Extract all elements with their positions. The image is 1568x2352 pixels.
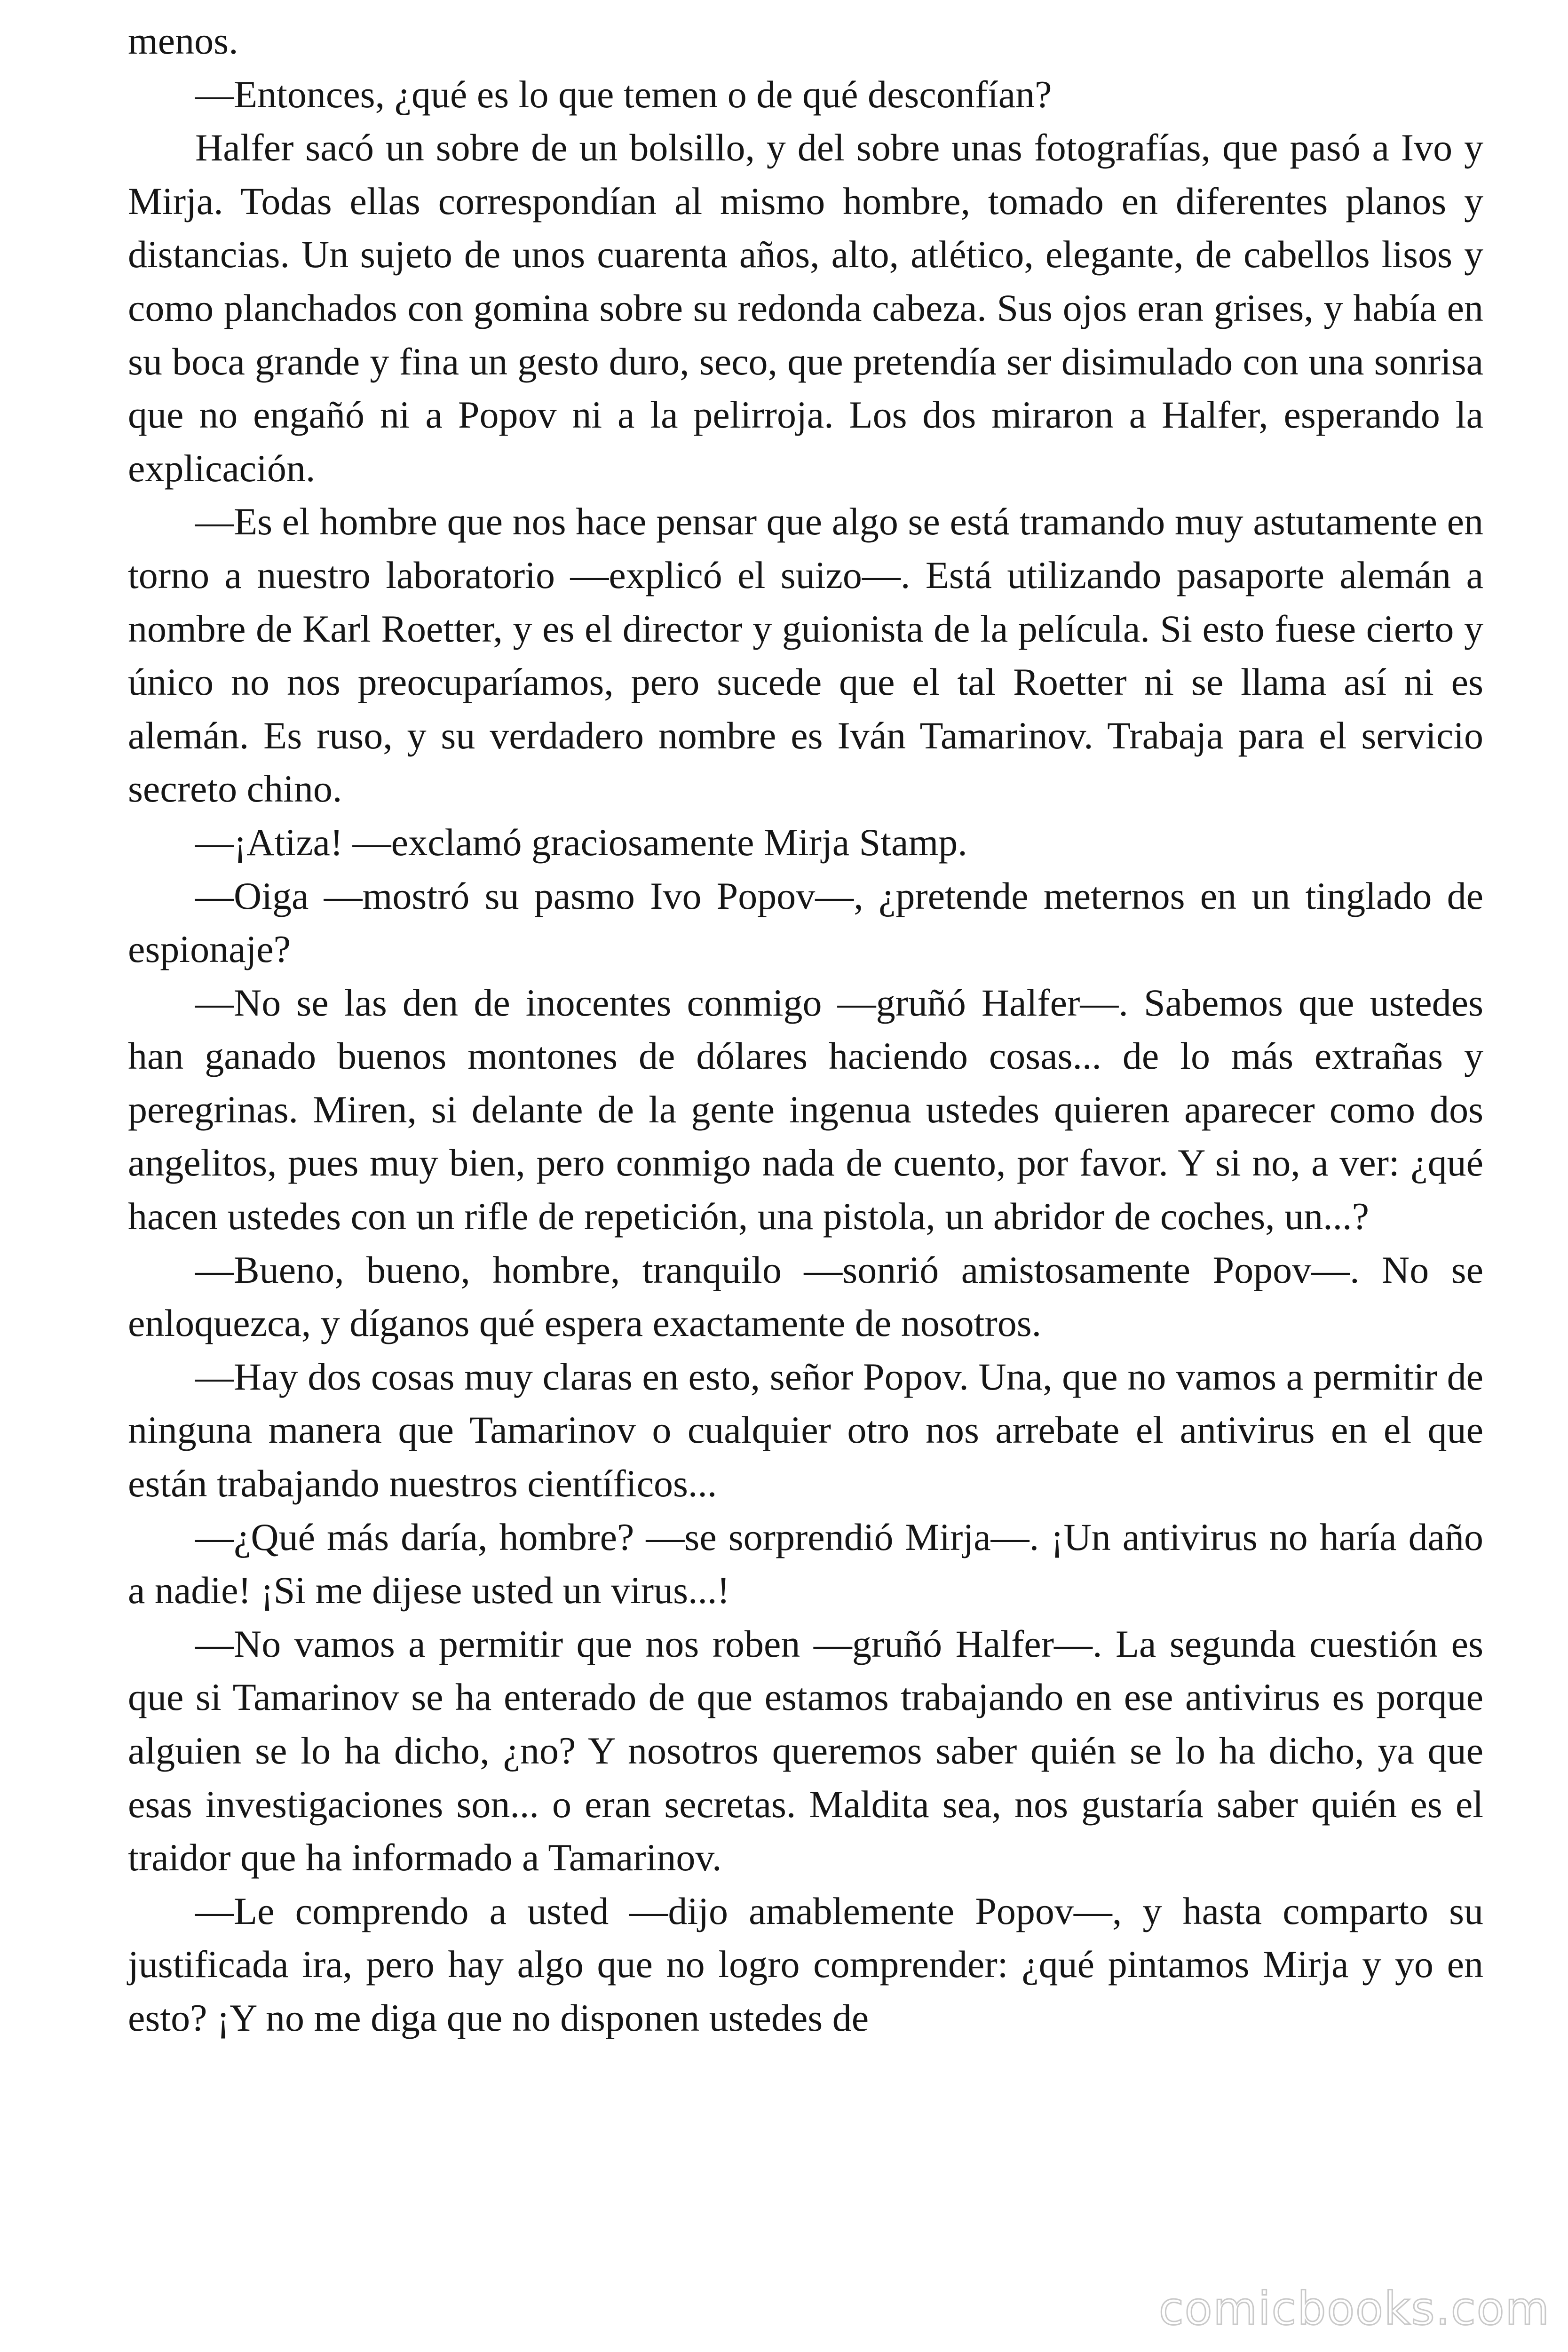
paragraph: —Bueno, bueno, hombre, tranquilo —sonrió amistosamente Popov—. No se enloquezca, y díganos qué espera exactamente de nosotros. (128, 1248, 1483, 1345)
paragraph-continuation: menos. (128, 19, 238, 62)
paragraph: —No se las den de inocentes conmigo —gruñó Halfer—. Sabemos que ustedes han ganado buenos montones de dólares haciendo cosas... de lo más extrañas y peregrinas. Miren, si delante de la gente ingenua ustedes quieren aparecer como dos angelitos, pues muy bien, pero conmigo nada de cuento, por favor. Y si no, a ver: ¿qué hacen ustedes con un rifle de repetición, una pistola, un abridor de coches, un...? (128, 981, 1483, 1238)
paragraph: —Entonces, ¿qué es lo que temen o de qué desconfían? (195, 72, 1052, 116)
paragraph: —Le comprendo a usted —dijo amablemente Popov—, y hasta comparto su justificada ira, pero hay algo que no logro comprender: ¿qué pintamos Mirja y yo en esto? ¡Y no me diga que no disponen ustedes de (128, 1889, 1483, 2039)
paragraph: Halfer sacó un sobre de un bolsillo, y del sobre unas fotografías, que pasó a Ivo y Mirja. Todas ellas correspondían al mismo hombre, tomado en diferentes planos y distancias. Un sujeto de unos cuarenta años, alto, atlético, elegante, de cabellos lisos y como planchados con gomina sobre su redonda cabeza. Sus ojos eran grises, y había en su boca grande y fina un gesto duro, seco, que pretendía ser disimulado con una sonrisa que no engañó ni a Popov ni a la pelirroja. Los dos miraron a Halfer, esperando la explicación. (128, 126, 1483, 490)
paragraph: —¡Atiza! —exclamó graciosamente Mirja Stamp. (195, 820, 967, 864)
paragraph: —Es el hombre que nos hace pensar que algo se está tramando muy astutamente en torno a nuestro laboratorio —explicó el suizo—. Está utilizando pasaporte alemán a nombre de Karl Roetter, y es el director y guionista de la película. Si esto fuese cierto y único no nos preocuparíamos, pero sucede que el tal Roetter ni se llama así ni es alemán. Es ruso, y su verdadero nombre es Iván Tamarinov. Trabaja para el servicio secreto chino. (128, 500, 1483, 810)
paragraph: —Hay dos cosas muy claras en esto, señor Popov. Una, que no vamos a permitir de ninguna manera que Tamarinov o cualquier otro nos arrebate el antivirus en el que están trabajando nuestros científicos... (128, 1355, 1483, 1505)
paragraph: —Oiga —mostró su pasmo Ivo Popov—, ¿pretende meternos en un tinglado de espionaje? (128, 874, 1483, 971)
paragraph: —No vamos a permitir que nos roben —gruñó Halfer—. La segunda cuestión es que si Tamarinov se ha enterado de que estamos trabajando en ese antivirus es porque alguien se lo ha dicho, ¿no? Y nosotros queremos saber quién se lo ha dicho, ya que esas investigaciones son... o eran secretas. Maldita sea, nos gustaría saber quién es el traidor que ha informado a Tamarinov. (128, 1622, 1483, 1879)
paragraph: —¿Qué más daría, hombre? —se sorprendió Mirja—. ¡Un antivirus no haría daño a nadie! ¡Si me dijese usted un virus...! (128, 1515, 1483, 1612)
body-text (128, 14, 1483, 2045)
watermark: comicbooks.com (1158, 2282, 1550, 2335)
